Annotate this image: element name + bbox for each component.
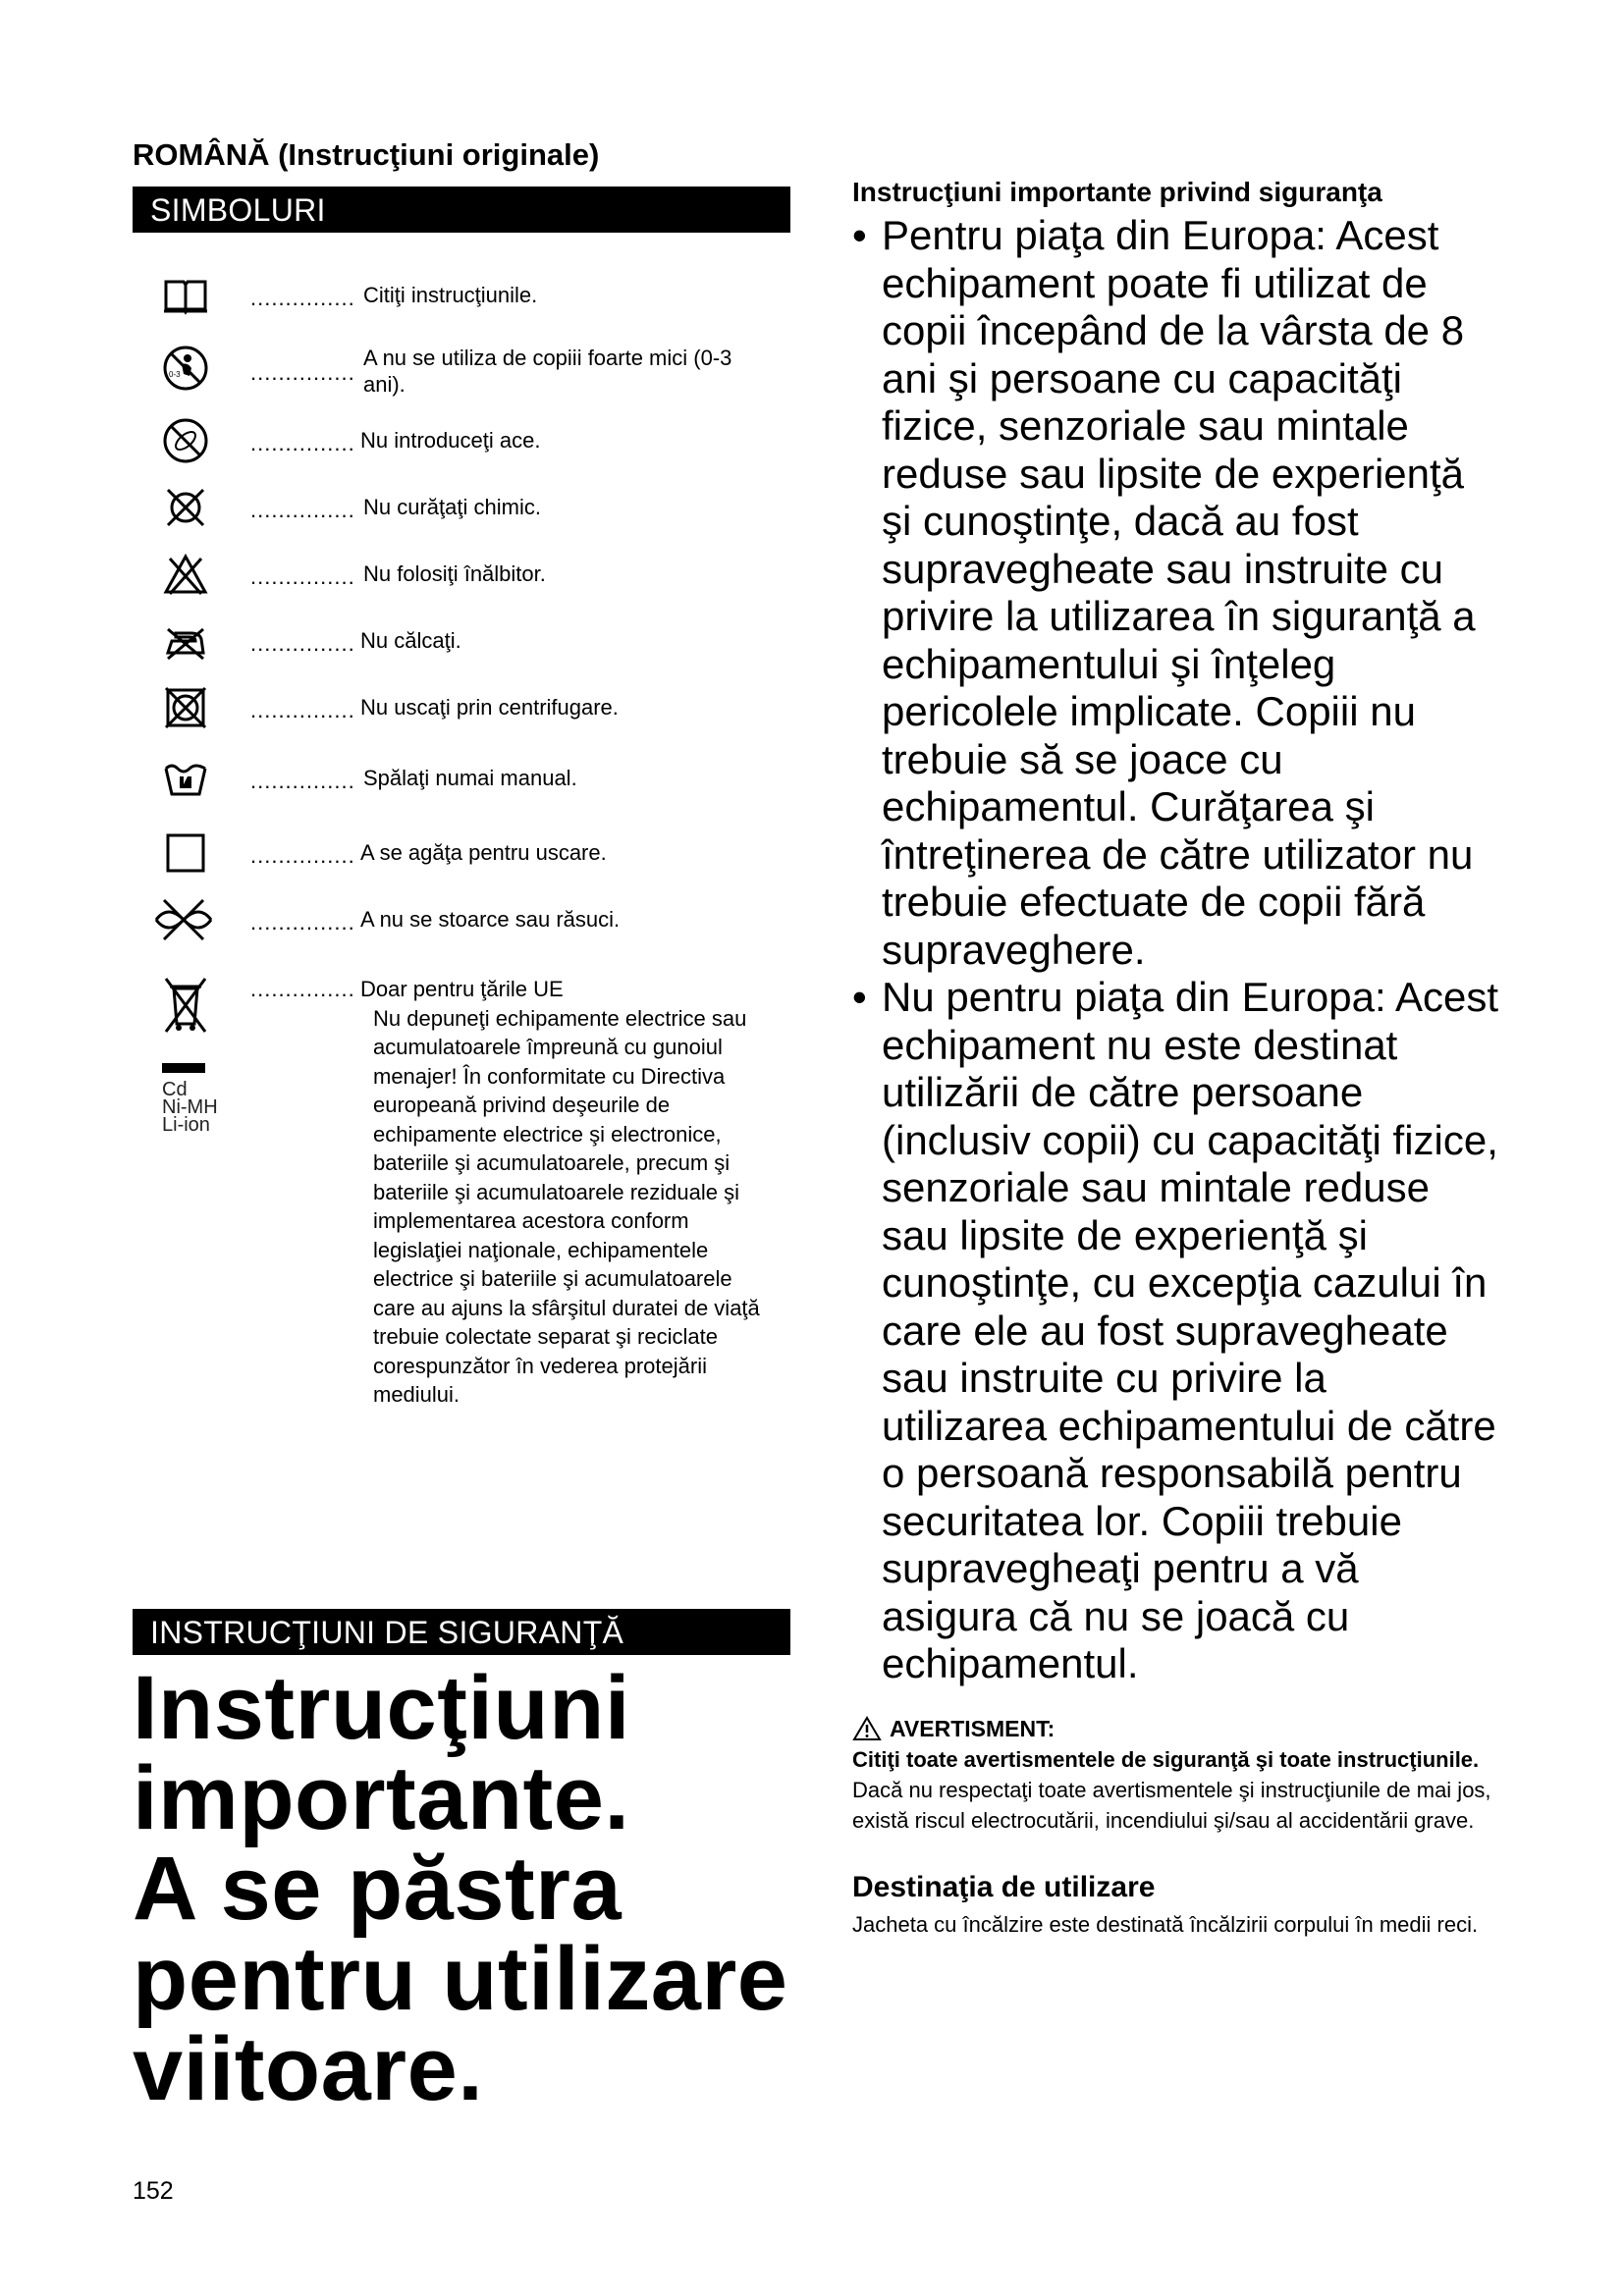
icon-age-label: 0-3 [169, 370, 181, 379]
symbol-text: Nu călcaţi. [360, 628, 461, 653]
leader-dots: ............... [250, 698, 355, 722]
intended-use-text: Jacheta cu încălzire este destinată încălzirii corpului în medii reci. [852, 1911, 1479, 1937]
symbol-row-no-children [133, 339, 790, 417]
leader-dots: ............... [250, 564, 355, 589]
intended-use-heading: Destinaţia de utilizare [852, 1870, 1156, 1903]
symbol-text: Spălaţi numai manual. [363, 766, 577, 790]
big-title-line: pentru utilizare [133, 1929, 788, 2029]
page-number: 152 [133, 2177, 174, 2205]
battery-chemistry-labels [162, 1063, 218, 1134]
leader-dots: ............... [250, 360, 355, 385]
safety-heading: Instrucţiuni importante privind siguranţa [852, 177, 1382, 207]
symbol-row-eu-disposal [133, 975, 790, 1564]
leader-dots: ............... [250, 498, 355, 522]
label-liion: Li-ion [162, 1114, 210, 1136]
symbol-text: Nu introduceţi ace. [360, 428, 541, 453]
symbol-row-no-iron [133, 617, 790, 684]
no-tumble-dry-icon [162, 684, 209, 731]
big-title-line: importante. [133, 1748, 630, 1848]
book-icon [162, 272, 209, 319]
label-cd: Cd [162, 1079, 188, 1100]
bullet-mark: • [852, 974, 867, 1020]
bullet-text: Pentru piaţa din Europa: Acest echipament poate fi utilizat de copii începând de la vârsta de 8 ani şi persoane cu capacităţi fizice, senzoriale sau mintale reduse sau lipsite de experienţă şi cunoştinţe, dacă au fost supravegheate sau instruite cu privire la utilizarea în siguranţă a echipamentului şi înţeleg pericolele implicate. Copiii nu trebuie să se joace cu echipamentul. Curăţarea şi întreţinerea de către utilizator nu trebuie efectuate de copii fără supraveghere. [882, 212, 1476, 973]
warning-heading [852, 1714, 1500, 1744]
leader-dots: ............... [250, 431, 355, 455]
symbol-row-no-wring [133, 896, 790, 975]
hang-dry-icon [162, 829, 209, 877]
warning-bold-text: Citiţi toate avertismentele de siguranţă şi toate instrucţiunile. [852, 1746, 1480, 1772]
eu-disposal-text [360, 975, 763, 1410]
symbol-text: A nu se stoarce sau răsuci. [360, 907, 621, 932]
symbol-row-no-dry-clean [133, 484, 790, 551]
symbol-row-no-tumble-dry [133, 684, 790, 751]
leader-dots: ............... [250, 977, 355, 1001]
leader-dots: ............... [250, 631, 355, 656]
leader-dots: ............... [250, 843, 355, 868]
symbol-row-hang-dry [133, 829, 790, 896]
symbol-text: Nu curăţaţi chimic. [363, 495, 541, 519]
black-bar-mark [162, 1063, 205, 1073]
list-item [852, 212, 1500, 974]
safety-bullet-list [852, 212, 1500, 1688]
list-item [852, 974, 1500, 1688]
left-column [133, 137, 790, 2119]
leader-dots: ............... [250, 286, 355, 310]
no-dry-clean-icon [162, 484, 209, 531]
no-pins-icon [162, 417, 209, 464]
safety-section-bar: INSTRUCŢIUNI DE SIGURANŢĂ [133, 1609, 790, 1655]
big-title-line: A se păstra [133, 1839, 623, 1939]
symbols-list [133, 272, 790, 1564]
symbol-row-no-bleach [133, 551, 790, 617]
big-title-line: Instrucţiuni [133, 1658, 630, 1758]
eu-only-title: Doar pentru ţările UE [360, 977, 564, 1001]
right-column [852, 177, 1500, 1940]
label-nimh: Ni-MH [162, 1096, 218, 1118]
warning-text: Dacă nu respectaţi toate avertismentele şi instrucţiunile de mai jos, există riscul electrocutării, incendiului şi/sau al accidentării grave. [852, 1777, 1491, 1833]
no-bleach-icon [162, 551, 209, 598]
no-iron-icon [162, 617, 209, 665]
no-wring-icon [154, 896, 213, 943]
warning-label: AVERTISMENT: [890, 1715, 1056, 1741]
bullet-text: Nu pentru piaţa din Europa: Acest echipament nu este destinat utilizării de către persoane (inclusiv copii) cu capacităţi fizice, senzoriale sau mintale reduse sau lipsite de experienţă şi cunoştinţe, cu excepţia cazului în care ele au fost supravegheate sau instruite cu privire la utilizarea echipamentului de către o persoană responsabilă pentru securitatea lor. Copiii trebuie supravegheaţi pentru a vă asigura că nu se joacă cu echipamentul. [882, 974, 1499, 1686]
symbol-text: A se agăţa pentru uscare. [360, 840, 607, 865]
symbol-text: Nu uscaţi prin centrifugare. [360, 695, 619, 720]
bullet-mark: • [852, 212, 867, 258]
symbol-text: Nu folosiţi înălbitor. [363, 561, 546, 586]
symbol-text: A nu se utiliza de copiii foarte mici (0-3 ani). [363, 346, 732, 397]
symbol-row-hand-wash [133, 751, 790, 829]
symbols-section-bar: SIMBOLURI [133, 187, 790, 233]
symbol-text: Citiţi instrucţiunile. [363, 283, 538, 307]
symbol-row-read-instructions [133, 272, 790, 339]
keep-instructions-title [133, 1658, 790, 2119]
warning-paragraph [852, 1744, 1500, 1836]
leader-dots: ............... [250, 910, 355, 934]
language-title: ROMÂNĂ (Instrucţiuni originale) [133, 137, 600, 172]
hand-wash-icon [162, 755, 209, 802]
crossed-bin-icon [162, 975, 209, 1034]
leader-dots: ............... [250, 769, 355, 793]
eu-disposal-body: Nu depuneţi echipamente electrice sau acumulatoarele împreună cu gunoiul menajer! În conformitate cu Directiva europeană privind deşeurile de echipamente electrice şi electronice, bateriile şi acumulatoarele, precum şi bateriile şi acumulatoarele reziduale şi implementarea acestora conform legislaţiei naţionale, echipamentele electrice şi bateriile şi acumulatoarele care au ajuns la sfârşitul duratei de viaţă trebuie colectate separat şi reciclate corespunzător în vederea protejării mediului. [373, 1005, 760, 1407]
symbol-row-no-pins [133, 417, 790, 484]
big-title-line: viitoare. [133, 2019, 484, 2119]
no-children-icon [162, 345, 209, 392]
warning-block [852, 1714, 1500, 1836]
warning-triangle-icon [852, 1716, 882, 1741]
